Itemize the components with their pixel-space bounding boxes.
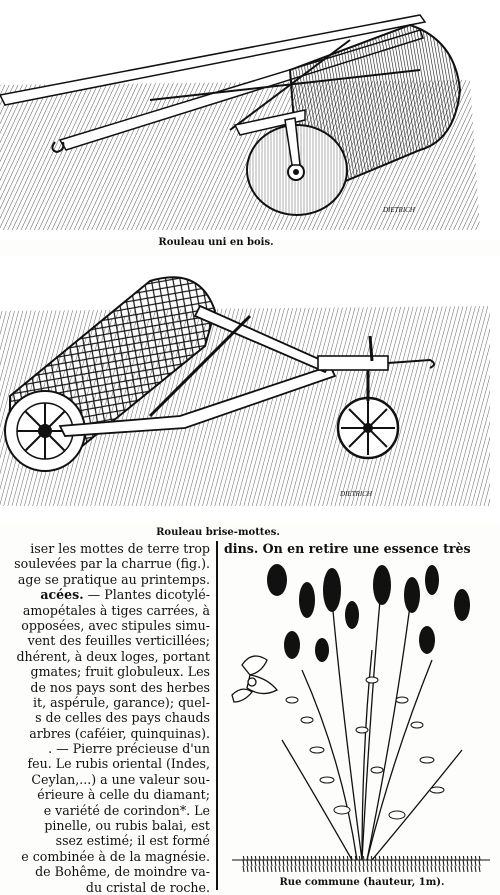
entry-heading-line: . — Pierre précieuse d'un	[48, 741, 210, 757]
engraver-signature: DIETRICH	[383, 206, 415, 214]
text-line: er, autour des racines, la terre	[21, 0, 215, 14]
text-line: de Bohême, de moindre va-	[35, 864, 210, 880]
text-line: it, aspérule, garance); quel-	[33, 694, 210, 710]
figure-caption-clod-crusher: Rouleau brise-mottes.	[156, 527, 280, 538]
wooden-roller-illustration	[0, 0, 500, 240]
text-line: pinelle, ou rubis balai, est	[44, 818, 210, 834]
text-line: ssez estimé; il est formé	[55, 833, 210, 849]
left-text-column	[0, 541, 210, 895]
text-line: amopétales à tiges carrées, à	[22, 602, 210, 618]
text-line: feu. Le rubis oriental (Indes,	[27, 756, 210, 772]
text-line: e variété de corindon*. Le	[43, 802, 210, 818]
text-line: iser les mottes de terre trop	[30, 541, 210, 556]
text-line: vent des feuilles verticillées;	[27, 633, 210, 649]
text-line: arbres (caféier, quinquinas).	[29, 725, 210, 741]
text-line: Ceylan,...) a une valeur sou-	[31, 771, 210, 787]
entry-heading-line	[0, 587, 210, 602]
entry-heading: acées.	[40, 587, 84, 603]
text-line: s de celles des pays chauds	[35, 710, 210, 726]
text-line: gelées de l'hiver ont soulevée,	[23, 12, 215, 26]
entry-text: — Plantes dicotylé-	[83, 587, 210, 603]
right-column-text: dins. On en retire une essence très	[224, 541, 471, 556]
text-line: érieure à celle du diamant;	[37, 787, 210, 803]
text-line: age se pratique au printemps.	[17, 571, 210, 587]
text-line: dhérent, à deux loges, portant	[16, 648, 210, 664]
clod-crusher-roller-illustration	[0, 256, 500, 524]
figure-caption-wooden-roller: Rouleau uni en bois.	[158, 237, 274, 248]
text-line: soulevées par la charrue (fig.).	[14, 556, 210, 572]
text-line: de nos pays sont des herbes	[30, 679, 210, 695]
text-line: e combinée à de la magnésie.	[21, 848, 210, 864]
rue-plant-illustration	[222, 560, 500, 875]
figure-caption-rue: Rue commune (hauteur, 1m).	[279, 877, 445, 888]
text-line: opposées, avec stipules simu-	[21, 617, 210, 633]
column-divider	[216, 541, 218, 890]
engraver-signature: DIETRICH	[340, 490, 372, 498]
text-line: du cristal de roche.	[85, 879, 210, 895]
text-line: gmates; fruit globuleux. Les	[30, 664, 210, 680]
